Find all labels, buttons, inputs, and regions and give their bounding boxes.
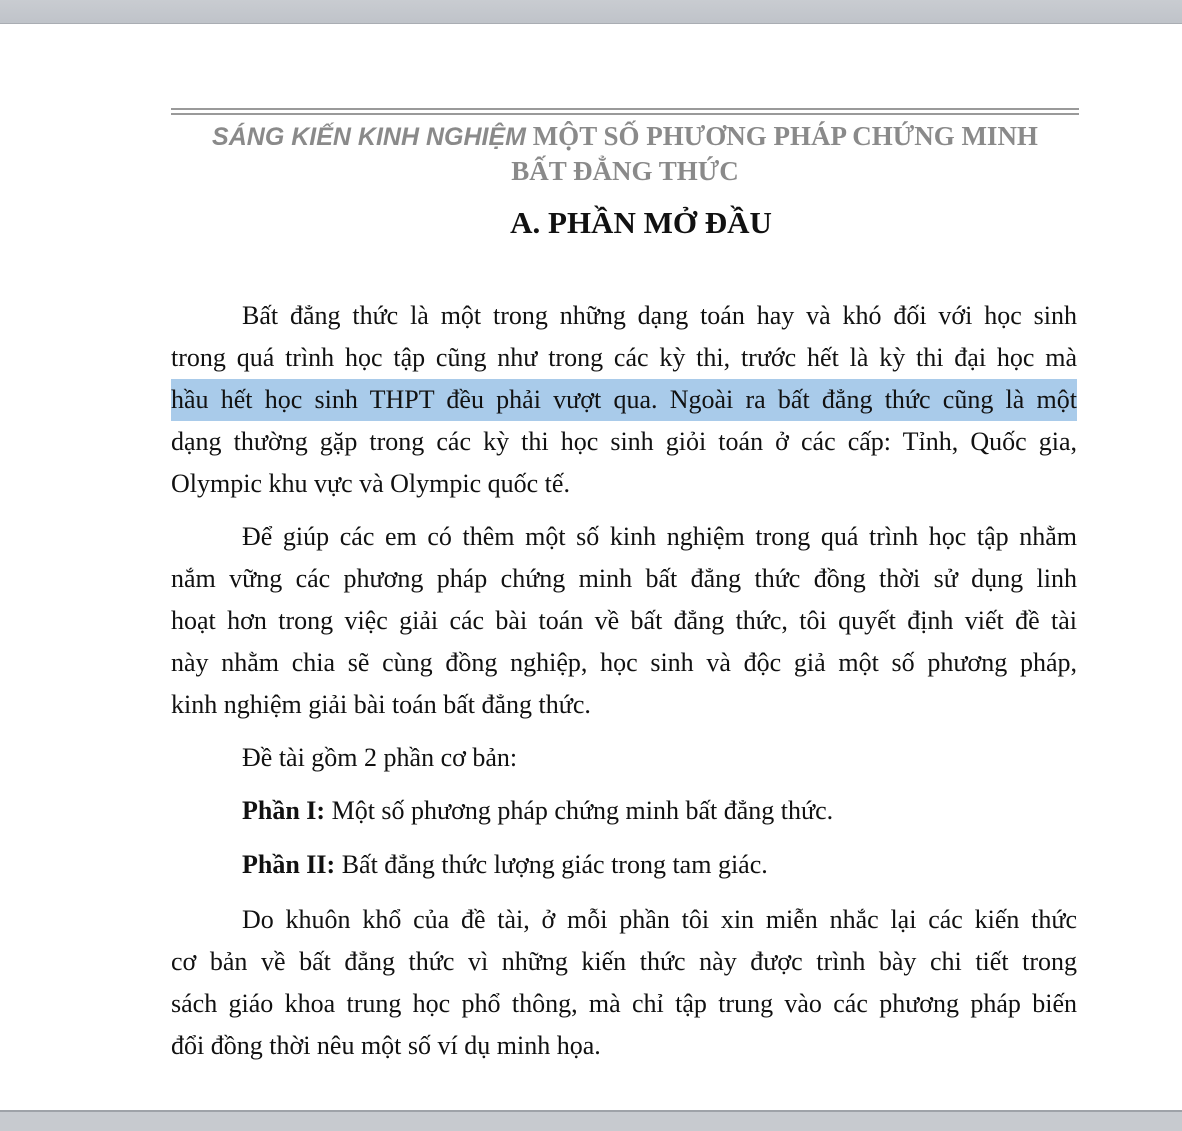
part-1-line xyxy=(171,790,1077,832)
paragraph-4-line-4: đổi đồng thời nêu một số ví dụ minh họa. xyxy=(171,1031,601,1060)
header-title-line2: BẤT ĐẲNG THỨC xyxy=(511,156,739,186)
window-top-bar xyxy=(0,0,1182,24)
header-title-italic: SÁNG KIẾN KINH NGHIỆM xyxy=(212,123,526,151)
part-2-item xyxy=(171,844,1077,886)
selected-text-line[interactable]: hầu hết học sinh THPT đều phải vượt qua. Ngoài ra bất đẳng thức cũng là một xyxy=(171,379,1077,421)
paragraph-2 xyxy=(171,516,1077,726)
page-header-title xyxy=(171,119,1079,189)
paragraph-4-line-3: sách giáo khoa trung học phổ thông, mà chỉ tập trung vào các phương pháp biến xyxy=(171,989,1077,1018)
part-1-label: Phần I: xyxy=(242,796,326,825)
paragraph-4-line-1: Do khuôn khổ của đề tài, ở mỗi phần tôi xin miễn nhắc lại các kiến thức xyxy=(242,905,1077,934)
section-heading: A. PHẦN MỞ ĐẦU xyxy=(510,205,772,240)
part-1-item xyxy=(171,790,1077,832)
paragraph-1-line-2: trong quá trình học tập cũng như trong các kỳ thi, trước hết là kỳ thi đại học mà xyxy=(171,343,1077,372)
paragraph-2-line-2: nắm vững các phương pháp chứng minh bất đẳng thức đồng thời sử dụng linh xyxy=(171,564,1077,593)
window-bottom-bar xyxy=(0,1110,1182,1131)
paragraph-2-line-5: kinh nghiệm giải bài toán bất đẳng thức. xyxy=(171,690,591,719)
paragraph-3-text: Đề tài gồm 2 phần cơ bản: xyxy=(242,743,518,772)
paragraph-1-line-5: Olympic khu vực và Olympic quốc tế. xyxy=(171,469,570,498)
paragraph-1-line-1: Bất đẳng thức là một trong những dạng toán hay và khó đối với học sinh xyxy=(242,301,1077,330)
paragraph-3 xyxy=(171,737,1077,779)
part-1-text: Một số phương pháp chứng minh bất đẳng thức. xyxy=(325,796,834,825)
header-rule-bottom xyxy=(171,113,1079,115)
part-2-text: Bất đẳng thức lượng giác trong tam giác. xyxy=(335,850,768,879)
part-2-label: Phần II: xyxy=(242,850,336,879)
paragraph-2-line-4: này nhằm chia sẽ cùng đồng nghiệp, học sinh và độc giả một số phương pháp, xyxy=(171,648,1077,677)
paragraph-4 xyxy=(171,899,1077,1067)
part-2-line xyxy=(171,844,1077,886)
paragraph-1-line-4: dạng thường gặp trong các kỳ thi học sinh giỏi toán ở các cấp: Tỉnh, Quốc gia, xyxy=(171,427,1077,456)
paragraph-4-line-2: cơ bản về bất đẳng thức vì những kiến thức này được trình bày chi tiết trong xyxy=(171,947,1077,976)
paragraph-2-line-1: Để giúp các em có thêm một số kinh nghiệm trong quá trình học tập nhằm xyxy=(242,522,1077,551)
header-rule-top xyxy=(171,108,1079,110)
paragraph-2-line-3: hoạt hơn trong việc giải các bài toán về bất đẳng thức, tôi quyết định viết đề tài xyxy=(171,606,1077,635)
header-title-line1: MỘT SỐ PHƯƠNG PHÁP CHỨNG MINH xyxy=(525,121,1038,151)
paragraph-1 xyxy=(171,295,1077,505)
